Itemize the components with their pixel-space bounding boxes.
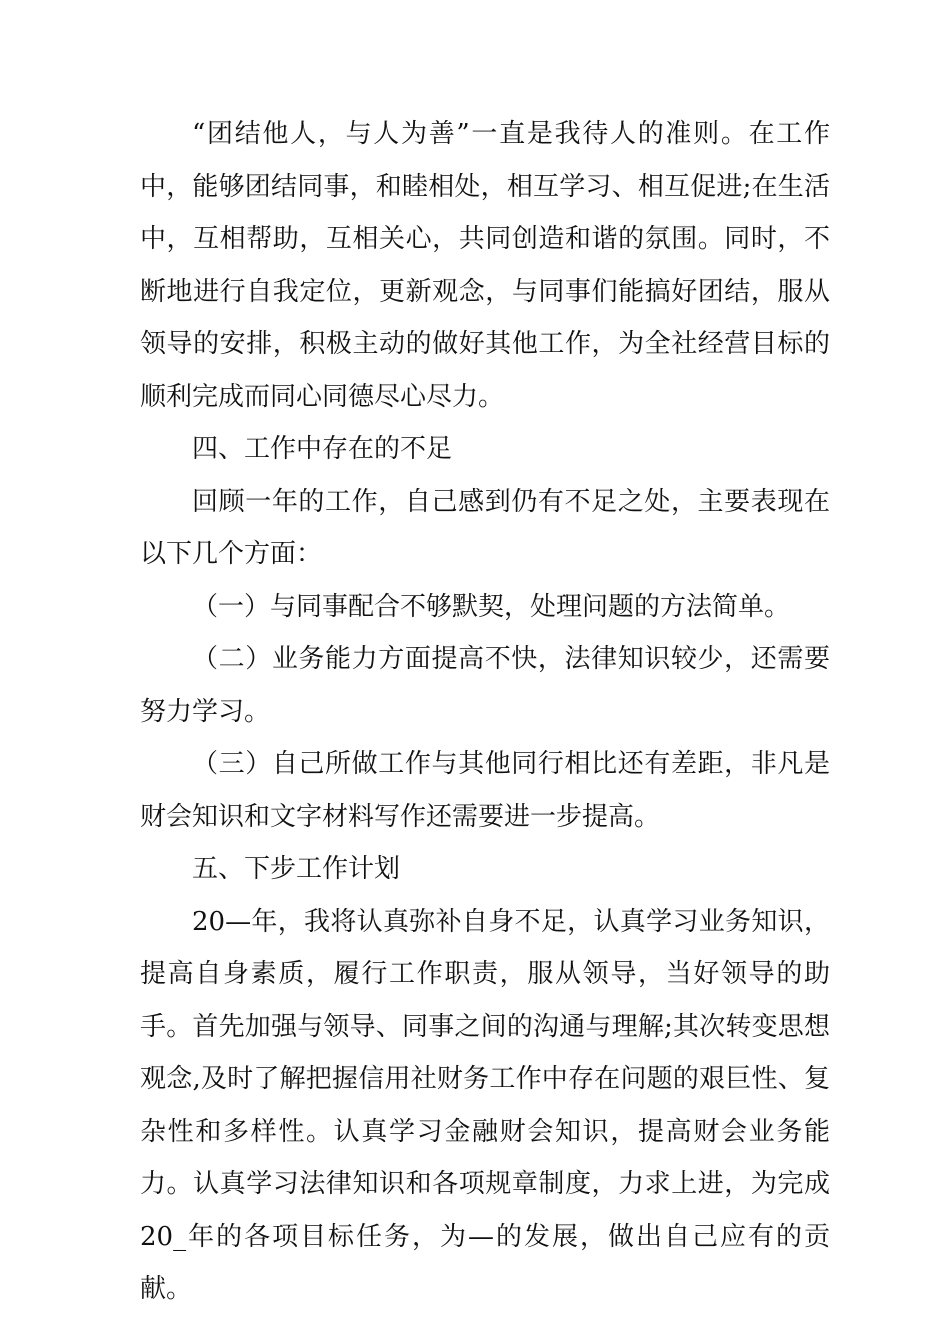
- list-item-shortcoming-3: （三）自己所做工作与其他同行相比还有差距，非凡是财会知识和文字材料写作还需要进一步提高。: [140, 749, 830, 832]
- list-item-shortcoming-2: （二）业务能力方面提高不快，法律知识较少，还需要努力学习。: [140, 644, 830, 727]
- heading-next-plan: 五、下步工作计划: [192, 854, 401, 884]
- list-item-shortcoming-1: （一）与同事配合不够默契，处理问题的方法简单。: [192, 591, 791, 622]
- paragraph-unity: “团结他人，与人为善”一直是我待人的准则。在工作中，能够团结同事，和睦相处，相互学习、相互促进;在生活中，互相帮助，互相关心，共同创造和谐的氛围。同时，不断地进行自我定位，更新观念，与同事们能搞好团结，服从领导的安排，积极主动的做好其他工作，为全社经营目标的顺利完成而同心同德尽心尽力。: [140, 119, 830, 412]
- paragraph-plan: 20—年，我将认真弥补自身不足，认真学习业务知识，提高自身素质，履行工作职责，服从领导，当好领导的助手。首先加强与领导、同事之间的沟通与理解;其次转变思想观念,及时了解把握信用社财务工作中存在问题的艰巨性、复杂性和多样性。认真学习金融财会知识，提高财会业务能力。认真学习法律知识和各项规章制度，力求上进，为完成20_年的各项目标任务，为—的发展，做出自己应有的贡献。: [140, 906, 830, 1304]
- document-body: [140, 108, 830, 1316]
- paragraph-review: 回顾一年的工作，自己感到仍有不足之处，主要表现在以下几个方面：: [140, 486, 830, 569]
- heading-shortcomings: 四、工作中存在的不足: [192, 434, 453, 464]
